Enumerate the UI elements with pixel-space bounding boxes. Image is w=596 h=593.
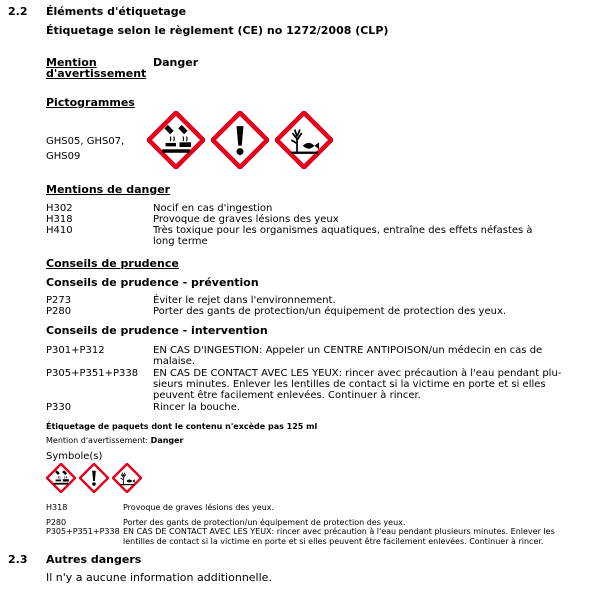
small-statement-text: EN CAS DE CONTACT AVEC LES YEUX: rincer avec précaution à l'eau pendant plusieurs minutes. Enlever les — [123, 527, 555, 536]
section-title: Éléments d'étiquetage — [46, 5, 187, 18]
hazard-code: H302 — [46, 203, 73, 214]
section-text: Il n'y a aucune information additionnelle. — [46, 571, 272, 584]
section-title: Autres dangers — [46, 553, 142, 566]
prevention-text: Éviter le rejet dans l'environnement. — [153, 295, 336, 306]
hazard-code: H318 — [46, 214, 73, 225]
small-signal-label: Mention d'avertissement: — [46, 436, 151, 445]
pictogram-codes-line2: GHS09 — [46, 151, 81, 162]
small-statement-code: P305+P351+P338 — [46, 527, 120, 536]
ghs05-corrosion-icon — [147, 111, 205, 169]
small-pack-heading: Étiquetage de paquets dont le contenu n'excède pas 125 ml — [46, 422, 318, 431]
intervention-text-cont: malaise. — [153, 356, 196, 367]
intervention-text: EN CAS DE CONTACT AVEC LES YEUX: rincer avec précaution à l'eau pendant plu- — [153, 368, 562, 379]
hazard-statements-heading: Mentions de danger — [46, 183, 171, 196]
prevention-code: P280 — [46, 306, 72, 317]
hazard-text: Très toxique pour les organismes aquatiques, entraîne des effets néfastes à — [153, 225, 533, 236]
pictograms-heading: Pictogrammes — [46, 96, 135, 109]
intervention-text: Rincer la bouche. — [153, 402, 241, 413]
small-statement-text: Provoque de graves lésions des yeux. — [123, 503, 275, 512]
prevention-code: P273 — [46, 295, 72, 306]
small-statement-text-cont: lentilles de contact si la victime en porte et si elles peuvent être facilement enlevées. Continuer à rincer. — [123, 537, 544, 546]
intervention-code: P305+P351+P338 — [46, 368, 139, 379]
ghs07-exclamation-icon — [211, 111, 269, 169]
intervention-code: P301+P312 — [46, 345, 105, 356]
small-statement-code: P280 — [46, 518, 67, 527]
section-number: 2.2 — [8, 5, 28, 18]
prevention-text: Porter des gants de protection/un équipement de protection des yeux. — [153, 306, 507, 317]
intervention-text-cont: sieurs minutes. Enlever les lentilles de contact si la victime en porte et si elles — [153, 379, 546, 390]
ghs07-exclamation-icon — [79, 463, 109, 493]
hazard-text: Nocif en cas d'ingestion — [153, 203, 273, 214]
hazard-code: H410 — [46, 225, 73, 236]
precaution-heading: Conseils de prudence — [46, 257, 179, 270]
intervention-text-cont: peuvent être facilement enlevées. Continuer à rincer. — [153, 390, 421, 401]
signal-word-label-line1: Mention — [46, 56, 97, 69]
section-subtitle: Étiquetage selon le règlement (CE) no 1272/2008 (CLP) — [46, 24, 389, 37]
hazard-text: Provoque de graves lésions des yeux — [153, 214, 339, 225]
hazard-text-cont: long terme — [153, 236, 208, 247]
ghs09-environment-icon — [275, 111, 333, 169]
intervention-code: P330 — [46, 402, 72, 413]
intervention-text: EN CAS D'INGESTION: Appeler un CENTRE ANTIPOISON/un médecin en cas de — [153, 345, 543, 356]
pictogram-codes-line1: GHS05, GHS07, — [46, 136, 125, 147]
small-signal-value: Danger — [150, 436, 184, 445]
signal-word-label-line2: d'avertissement — [46, 67, 147, 80]
ghs05-corrosion-icon — [46, 463, 76, 493]
intervention-heading: Conseils de prudence - intervention — [46, 324, 268, 337]
symbols-label: Symbole(s) — [46, 451, 103, 462]
signal-word-value: Danger — [153, 56, 199, 69]
section-number: 2.3 — [8, 553, 28, 566]
ghs09-environment-icon — [112, 463, 142, 493]
small-signal-word — [46, 436, 184, 445]
small-statement-text: Porter des gants de protection/un équipement de protection des yeux. — [123, 518, 406, 527]
small-statement-code: H318 — [46, 503, 68, 512]
prevention-heading: Conseils de prudence - prévention — [46, 276, 259, 289]
